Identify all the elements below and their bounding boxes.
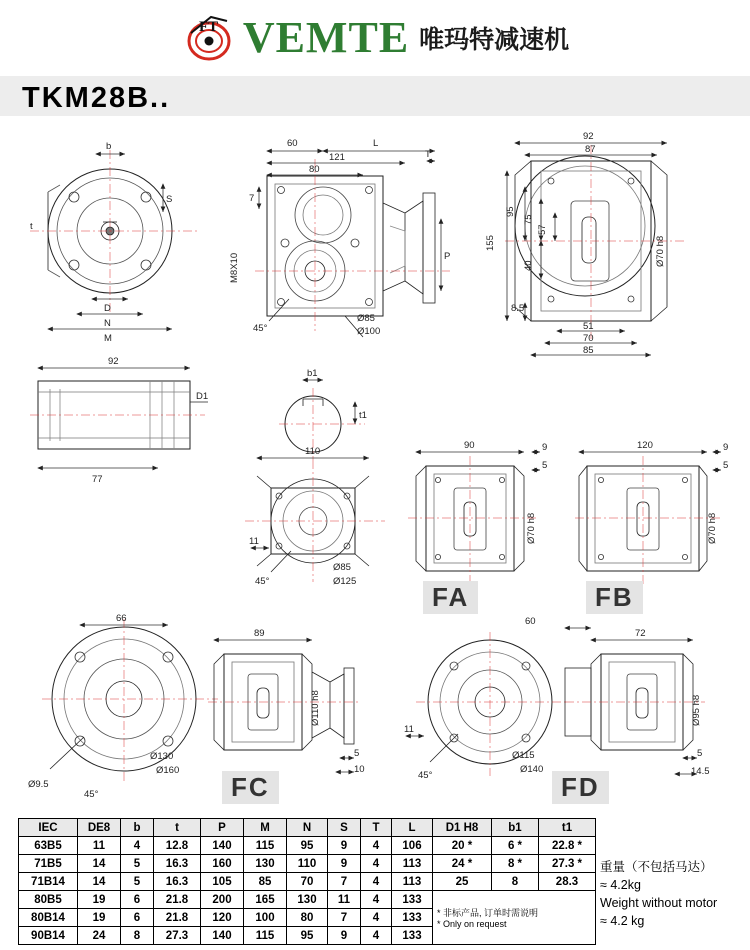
svg-text:90: 90 [464,440,475,451]
cell-l: 113 [392,855,433,873]
cell-s: 7 [328,873,361,891]
specification-table-wrapper [18,818,596,945]
cell-b: 8 [121,927,154,945]
cell-b1: 8 [492,873,539,891]
cell-b: 5 [121,855,154,873]
cell-s: 9 [328,855,361,873]
svg-text:10: 10 [354,764,365,775]
svg-text:92: 92 [583,131,594,142]
table-row [19,855,596,873]
table-row [19,873,596,891]
view-label-fb: FB [586,581,643,614]
cell-p: 200 [201,891,244,909]
svg-text:T: T [425,149,431,160]
svg-text:51: 51 [583,321,594,332]
cell-de8: 19 [78,891,121,909]
col-p: P [201,819,244,837]
svg-text:72: 72 [635,628,646,639]
view-label-fd: FD [552,771,609,804]
svg-text:9: 9 [723,442,729,453]
title-bar [0,76,750,116]
note-en: * Only on request [437,919,507,929]
table-row [19,837,596,855]
cell-s: 9 [328,927,361,945]
weight-value-cn: ≈ 4.2kg [600,878,641,893]
svg-text:Ø100: Ø100 [357,326,381,337]
cell-l: 106 [392,837,433,855]
svg-text:45°: 45° [253,323,268,334]
col-tt: T [361,819,392,837]
cell-de8: 19 [78,909,121,927]
brand-name: VEMTE [242,13,410,62]
svg-text:95: 95 [505,206,516,217]
svg-text:5: 5 [723,460,729,471]
cell-s: 9 [328,837,361,855]
col-t1: t1 [539,819,596,837]
svg-text:11: 11 [404,724,414,735]
svg-text:57: 57 [537,224,548,235]
cell-l: 133 [392,891,433,909]
cell-n: 70 [287,873,328,891]
cell-t: 16.3 [154,873,201,891]
cell-b: 6 [121,891,154,909]
cell-m: 130 [244,855,287,873]
cell-de8: 14 [78,873,121,891]
svg-text:89: 89 [254,628,265,639]
cell-de8: 11 [78,837,121,855]
cell-p: 160 [201,855,244,873]
cell-t: 21.8 [154,891,201,909]
cell-iec: 90B14 [19,927,78,945]
view-label-fa: FA [423,581,478,614]
svg-text:N: N [104,318,111,329]
col-l: L [392,819,433,837]
cell-l: 133 [392,927,433,945]
svg-text:40: 40 [523,260,534,271]
cell-de8: 24 [78,927,121,945]
cell-t: 21.8 [154,909,201,927]
cell-p: 105 [201,873,244,891]
cell-d1: 25 [433,873,492,891]
svg-text:5: 5 [542,460,548,471]
svg-text:155: 155 [485,235,496,251]
svg-text:5: 5 [354,748,360,759]
svg-text:Ø160: Ø160 [156,765,180,776]
svg-text:P: P [444,251,451,262]
cell-tt: 4 [361,891,392,909]
drawing-area [0,116,750,816]
svg-text:7: 7 [249,193,255,204]
weight-value-en: ≈ 4.2 kg [600,914,645,929]
svg-text:D: D [104,303,111,314]
col-iec: IEC [19,819,78,837]
cell-d1: 20 * [433,837,492,855]
svg-text:110: 110 [305,446,321,457]
svg-text:60: 60 [525,616,536,627]
svg-text:80: 80 [309,164,320,175]
svg-text:60: 60 [287,138,298,149]
cell-b: 6 [121,909,154,927]
svg-text:45°: 45° [418,770,433,781]
cell-t: 27.3 [154,927,201,945]
svg-text:87: 87 [585,144,596,155]
svg-text:92: 92 [108,356,119,367]
svg-text:75: 75 [523,214,534,225]
svg-text:11: 11 [249,536,259,547]
cell-s: 7 [328,909,361,927]
note-cn: * 非标产品, 订单时需说明 [437,908,539,918]
svg-text:L: L [373,138,379,149]
weight-note-cn: 重量（不包括马达） [600,859,713,874]
cell-tt: 4 [361,909,392,927]
cell-m: 115 [244,837,287,855]
table-row [19,891,596,909]
cell-n: 95 [287,837,328,855]
cell-tt: 4 [361,855,392,873]
brand-name-cn: 唯玛特减速机 [419,25,570,54]
cell-tt: 4 [361,837,392,855]
cell-n: 130 [287,891,328,909]
cell-t1: 28.3 [539,873,596,891]
svg-text:Ø70 h8: Ø70 h8 [655,235,666,267]
cell-b: 4 [121,837,154,855]
technical-drawings [0,116,750,816]
svg-text:Ø95 h8: Ø95 h8 [691,694,702,726]
cell-t1: 22.8 * [539,837,596,855]
cell-iec: 71B14 [19,873,78,891]
svg-text:b: b [106,141,112,152]
svg-text:t1: t1 [359,410,367,421]
cell-m: 100 [244,909,287,927]
svg-text:77: 77 [92,474,103,485]
col-s: S [328,819,361,837]
cell-iec: 80B14 [19,909,78,927]
cell-de8: 14 [78,855,121,873]
svg-text:D1: D1 [196,391,209,402]
svg-text:Ø70 h8: Ø70 h8 [707,512,718,544]
weight-note [600,858,717,931]
cell-d1: 24 * [433,855,492,873]
svg-text:9: 9 [542,442,548,453]
cell-m: 165 [244,891,287,909]
svg-text:Ø110 h8: Ø110 h8 [310,690,321,726]
cell-t1: 27.3 * [539,855,596,873]
svg-text:121: 121 [329,152,345,163]
cell-iec: 71B5 [19,855,78,873]
brand-logo [181,11,569,65]
col-b1: b1 [492,819,539,837]
page-header [0,0,750,76]
cell-t: 16.3 [154,855,201,873]
cell-n: 80 [287,909,328,927]
table-note [433,891,596,945]
cell-p: 120 [201,909,244,927]
cell-p: 140 [201,927,244,945]
weight-note-en: Weight without motor [600,896,718,911]
svg-text:8.5: 8.5 [511,303,525,314]
cell-n: 95 [287,927,328,945]
col-m: M [244,819,287,837]
svg-text:Ø140: Ø140 [520,764,544,775]
cell-m: 85 [244,873,287,891]
cell-b1: 8 * [492,855,539,873]
svg-text:14.5: 14.5 [691,766,710,777]
table-header-row [19,819,596,837]
col-n: N [287,819,328,837]
cell-b1: 6 * [492,837,539,855]
cell-t: 12.8 [154,837,201,855]
cell-iec: 63B5 [19,837,78,855]
svg-text:Ø125: Ø125 [333,576,357,587]
view-label-fc: FC [222,771,279,804]
cell-b: 5 [121,873,154,891]
svg-text:Ø70 h8: Ø70 h8 [526,512,537,544]
cell-n: 110 [287,855,328,873]
svg-text:66: 66 [116,613,127,624]
company-logo-icon [181,11,237,65]
specification-table [18,818,596,945]
svg-text:Ø85: Ø85 [333,562,351,573]
cell-l: 133 [392,909,433,927]
col-t: t [154,819,201,837]
svg-text:Ø130: Ø130 [150,751,174,762]
svg-text:Ø85: Ø85 [357,313,375,324]
cell-l: 113 [392,873,433,891]
svg-text:45°: 45° [84,789,99,800]
svg-text:S: S [166,194,173,205]
svg-text:M8X10: M8X10 [229,252,240,283]
page-title: TKM28B.. [22,82,171,114]
svg-text:70: 70 [583,333,594,344]
cell-tt: 4 [361,927,392,945]
svg-text:5: 5 [697,748,703,759]
col-d1h8: D1 H8 [433,819,492,837]
svg-text:85: 85 [583,345,594,356]
cell-tt: 4 [361,873,392,891]
cell-m: 115 [244,927,287,945]
svg-text:Ø115: Ø115 [512,750,535,761]
col-de8: DE8 [78,819,121,837]
svg-text:t: t [30,221,33,232]
svg-text:120: 120 [637,440,653,451]
svg-text:Ø9.5: Ø9.5 [28,779,49,790]
cell-s: 11 [328,891,361,909]
svg-text:45°: 45° [255,576,270,587]
col-b: b [121,819,154,837]
cell-iec: 80B5 [19,891,78,909]
svg-text:FT: FT [198,19,218,35]
svg-text:M: M [104,333,112,344]
cell-p: 140 [201,837,244,855]
svg-text:b1: b1 [307,368,318,379]
